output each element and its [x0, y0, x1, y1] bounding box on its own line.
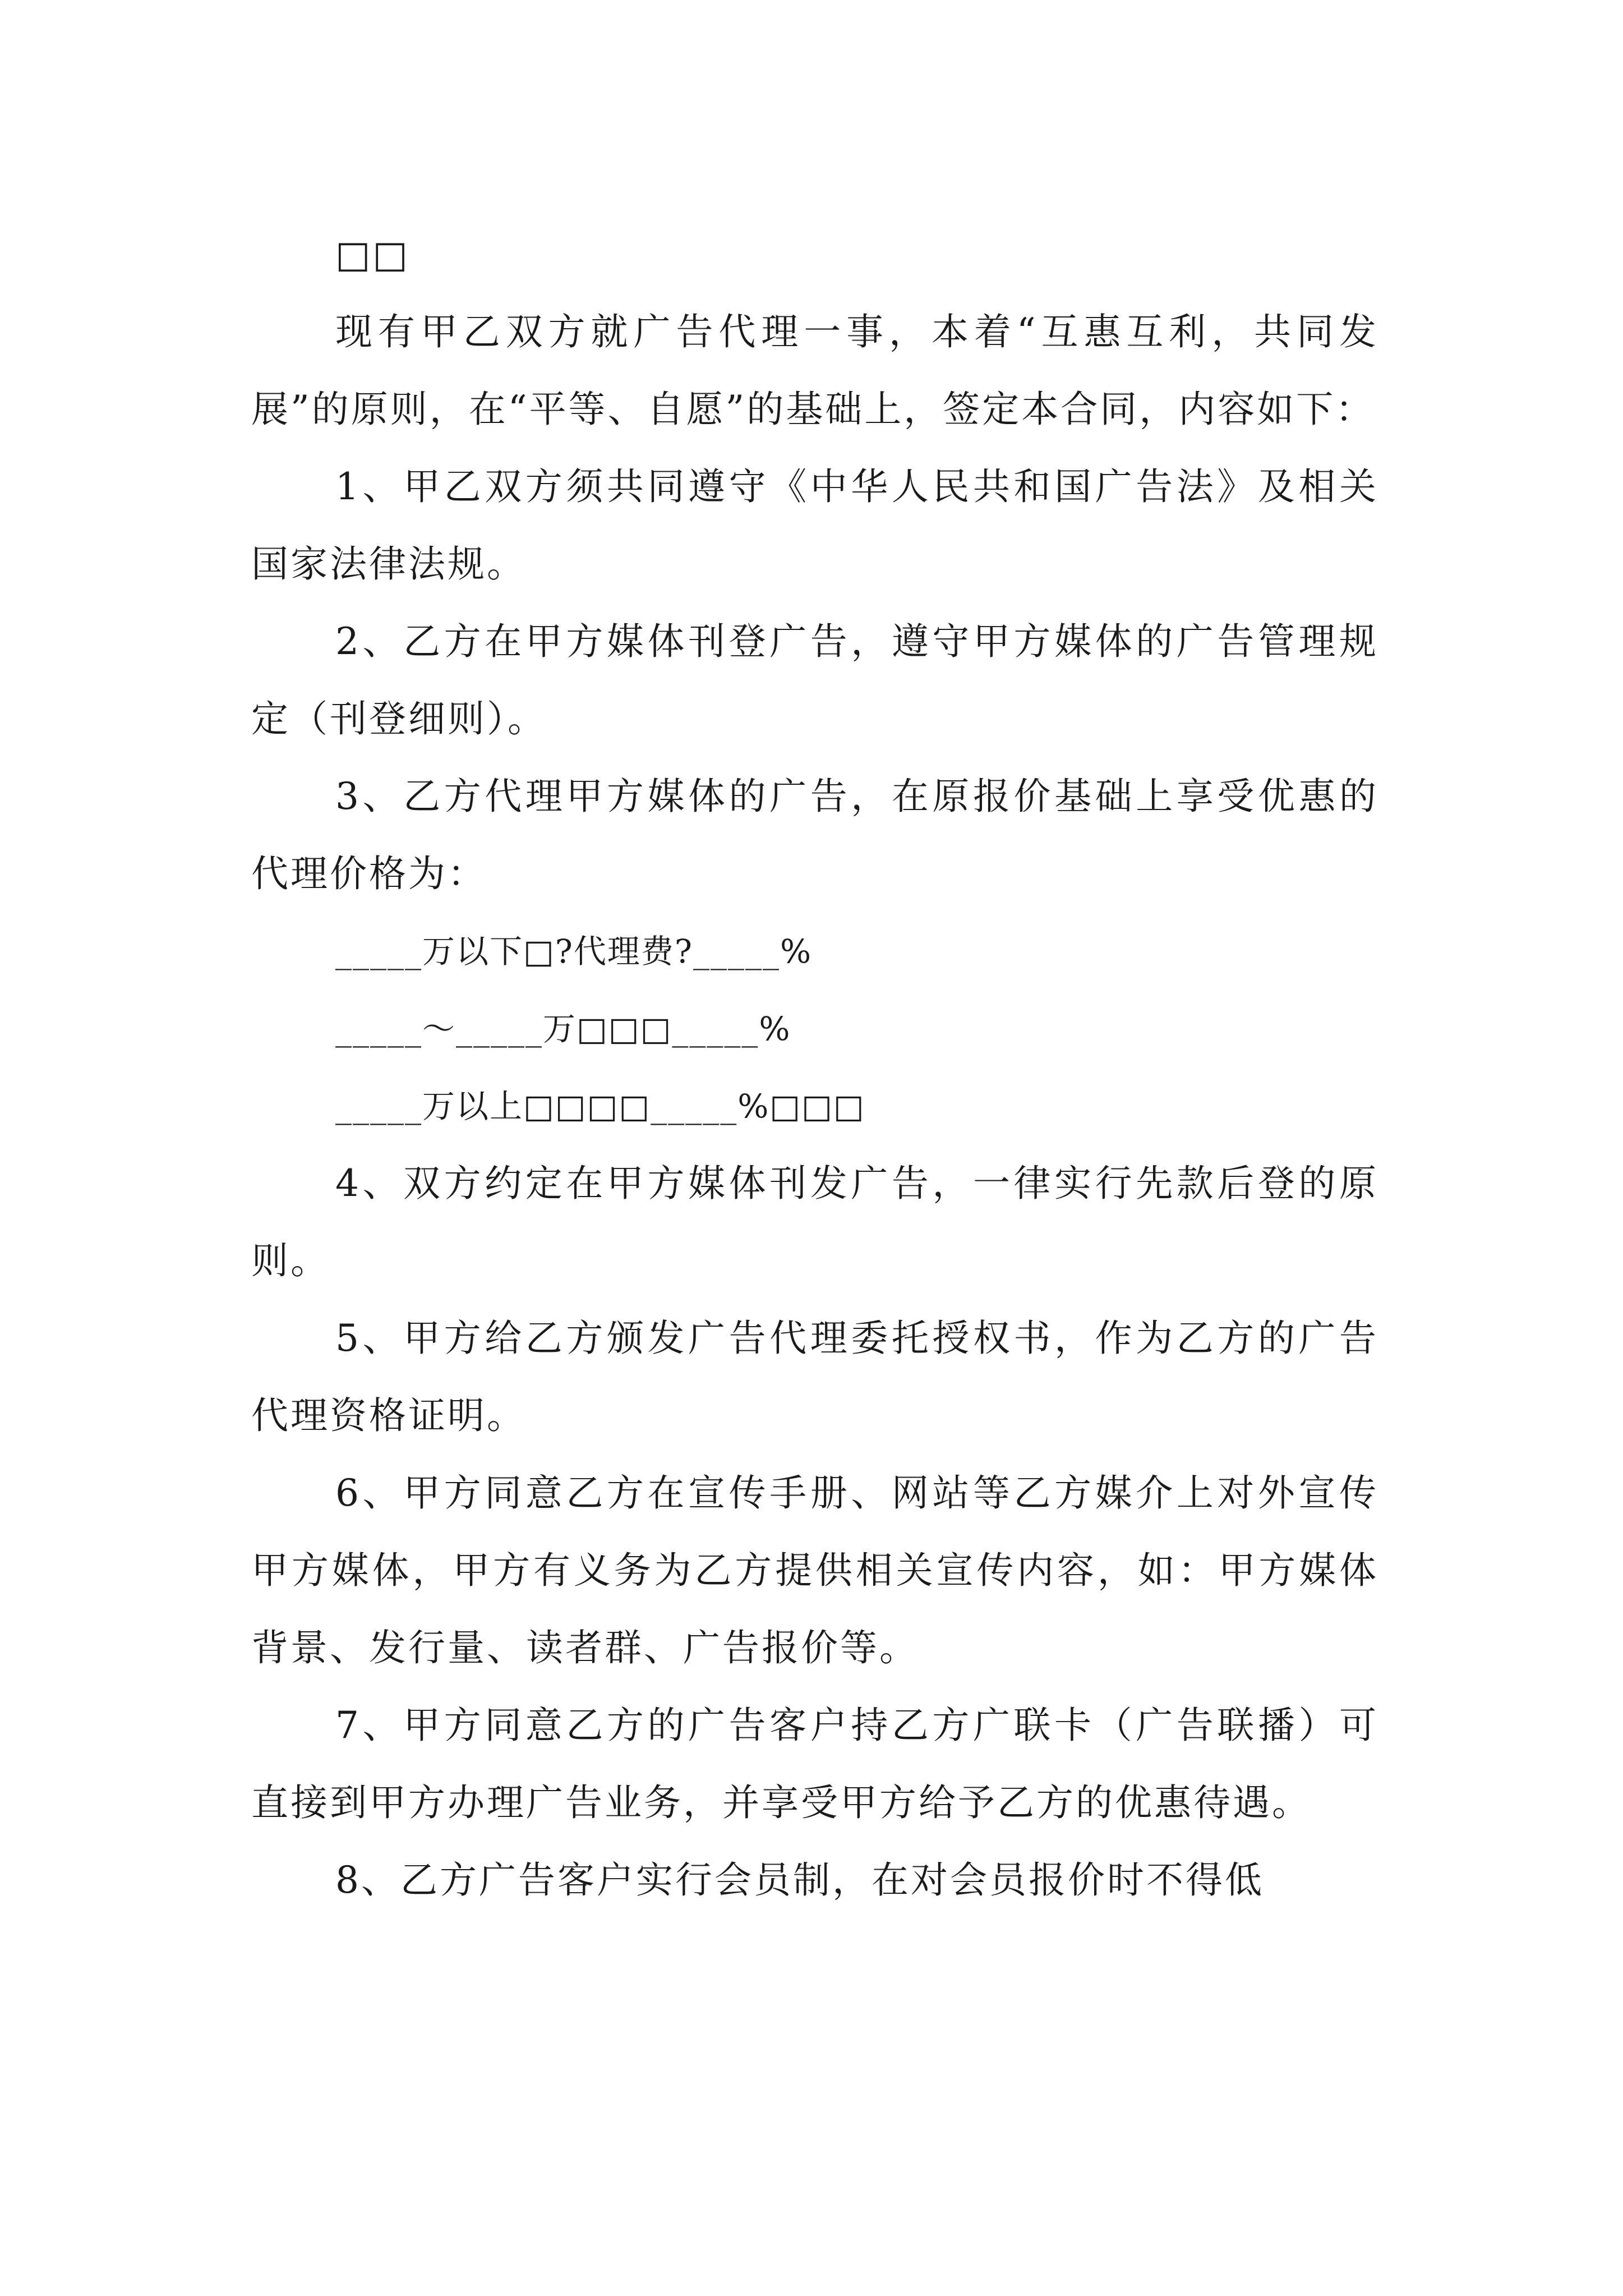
rate-line-3: _____万以上□□□□_____%□□□ [335, 1087, 865, 1125]
clause-7: 7、甲方同意乙方的广告客户持乙方广联卡（广告联播）可直接到甲方办理广告业务，并享受甲方给予乙方的优惠待遇。 [251, 1704, 1378, 1824]
heading-placeholder: □□ [335, 233, 410, 276]
clause-6: 6、甲方同意乙方在宣传手册、网站等乙方媒介上对外宣传甲方媒体，甲方有义务为乙方提供相关宣传内容，如：甲方媒体背景、发行量、读者群、广告报价等。 [251, 1471, 1378, 1669]
clause-5: 5、甲方给乙方颁发广告代理委托授权书，作为乙方的广告代理资格证明。 [251, 1317, 1378, 1437]
clause-1: 1、甲乙双方须共同遵守《中华人民共和国广告法》及相关国家法律法规。 [251, 465, 1378, 586]
clause-4: 4、双方约定在甲方媒体刊发广告，一律实行先款后登的原则。 [251, 1162, 1378, 1282]
rate-line-1: _____万以下□?代理费?_____% [335, 932, 813, 970]
clause-2: 2、乙方在甲方媒体刊登广告，遵守甲方媒体的广告管理规定（刊登细则）。 [251, 620, 1378, 740]
clause-8: 8、乙方广告客户实行会员制，在对会员报价时不得低 [335, 1858, 1264, 1902]
intro-paragraph: 现有甲乙双方就广告代理一事，本着“互惠互利，共同发展”的原则，在“平等、自愿”的基础上，签定本合同，内容如下： [251, 310, 1378, 431]
rate-line-2: _____～_____万□□□_____% [335, 1010, 791, 1048]
clause-3: 3、乙方代理甲方媒体的广告，在原报价基础上享受优惠的代理价格为： [251, 775, 1378, 895]
contract-body [251, 216, 1378, 1919]
